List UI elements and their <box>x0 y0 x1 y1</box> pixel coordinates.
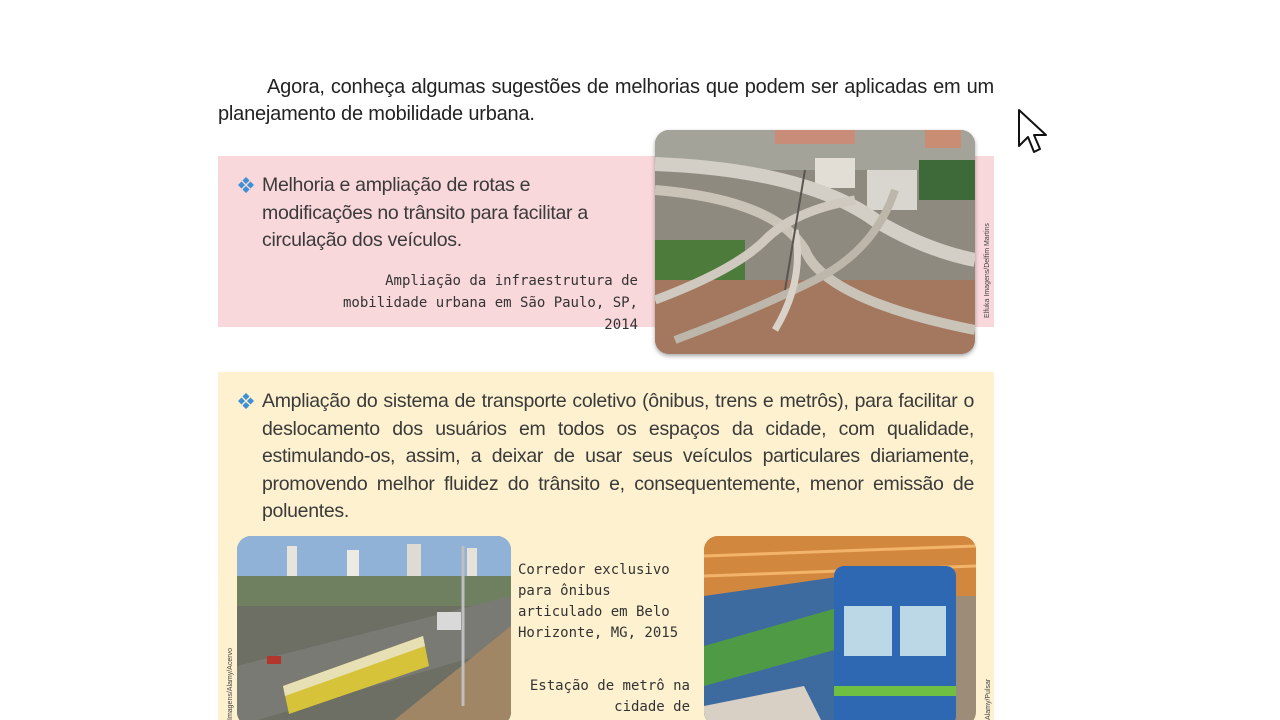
mouse-pointer-icon <box>1017 108 1049 156</box>
photo-caption-sao-paulo: Ampliação da infraestrutura de mobilidade urbana em São Paulo, SP, 2014 <box>342 273 638 333</box>
photo-caption-bus-corridor: Corredor exclusivo para ônibus articulado em Belo Horizonte, MG, 2015 <box>518 562 679 641</box>
photo-caption-metro-station: Estação de metrô na cidade de <box>529 678 690 715</box>
photo-credit-bus: Imagens/Alamy/Acervo <box>227 648 234 720</box>
photo-metro-train <box>704 536 976 720</box>
photo-credit-metro: Alamy/Pulsar <box>985 678 992 720</box>
photo-credit-sao-paulo: Elfuka Imagens/Delfim Martins <box>984 223 991 318</box>
suggestion-routes-text: Melhoria e ampliação de rotas e modificações no trânsito para facilitar a circulação dos veículos. <box>262 174 588 251</box>
photo-overpass-construction <box>655 130 975 354</box>
intro-paragraph: Agora, conheça algumas sugestões de melhorias que podem ser aplicadas em um planejamento de mobilidade urbana. <box>218 76 994 125</box>
diamond-bullet-icon <box>238 177 254 193</box>
photo-bus-corridor <box>237 536 511 720</box>
diamond-bullet-icon <box>238 393 254 409</box>
suggestion-public-transport-text: Ampliação do sistema de transporte coletivo (ônibus, trens e metrôs), para facilitar o deslocamento dos usuários em todos os espaços da cidade, com qualidade, estimulando-os, assim, a deixar de usar seus veículos particulares diariamente, promovendo melhor fluidez do trânsito e, consequentemente, menor emissão de poluentes. <box>262 390 974 522</box>
